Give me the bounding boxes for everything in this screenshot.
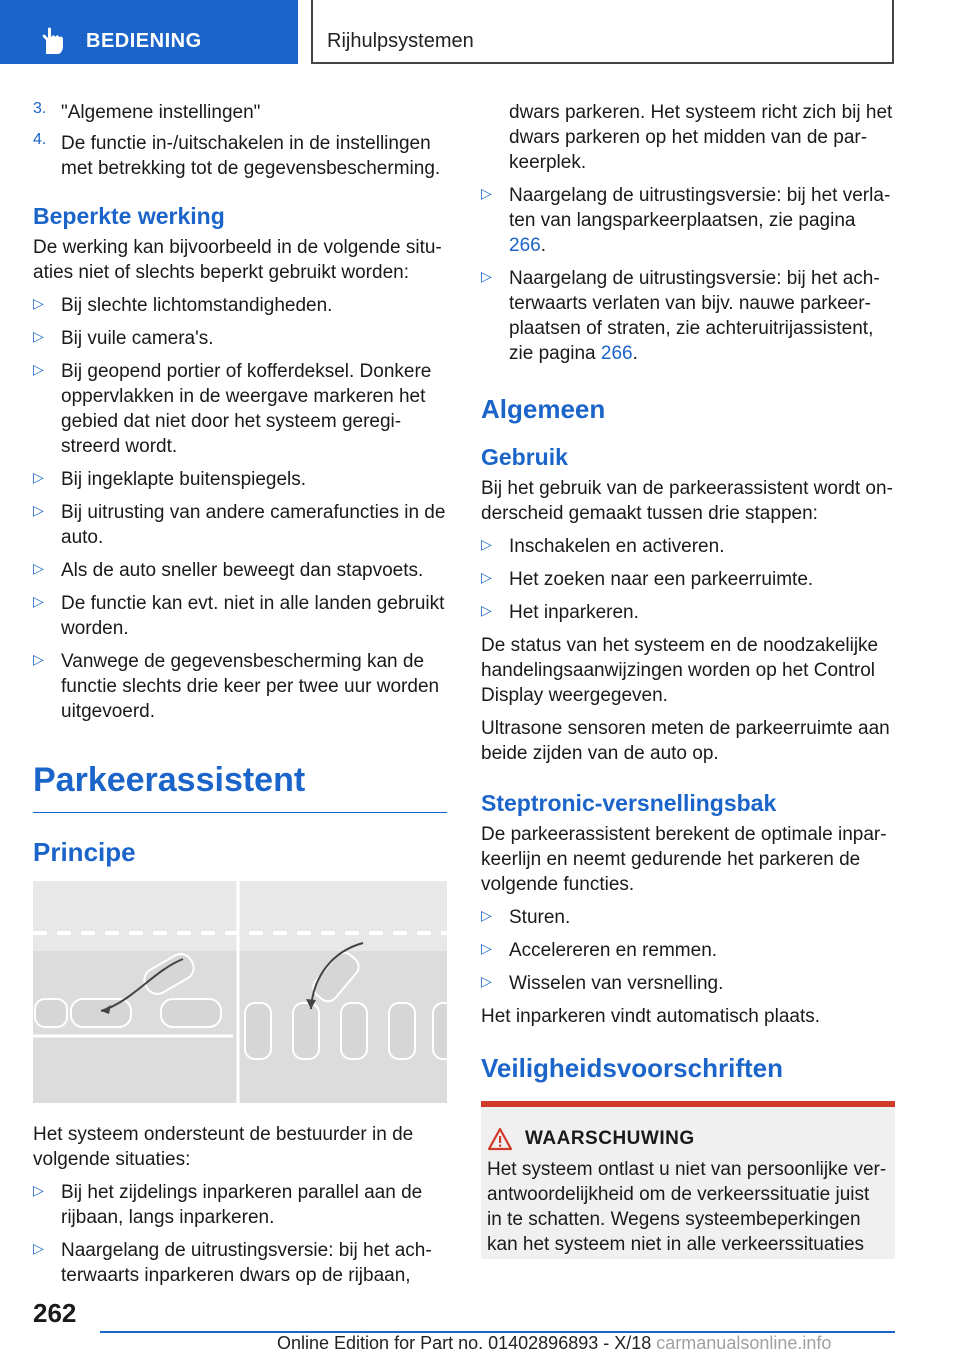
list-item-text: Het inparkeren. [509, 602, 639, 623]
triangle-right-icon: ▷ [33, 295, 44, 311]
list-item-text: Bij ingeklapte buitenspiegels. [61, 469, 307, 490]
list-item-text: Bij slechte lichtomstandigheden. [61, 295, 333, 316]
list-item [481, 600, 895, 625]
item-text: De functie in-/uitschakelen in de instellingen met betrekking tot de gegevensbescherming. [61, 133, 441, 179]
numbered-item [33, 100, 447, 125]
list-item [481, 905, 895, 930]
triangle-right-icon: ▷ [481, 185, 492, 201]
parking-illustration [33, 881, 447, 1103]
triangle-right-icon: ▷ [33, 651, 44, 667]
list-item-text: Naargelang de uitrustingsversie: bij het achterwaarts inparkeren dwars op de rijbaan, [61, 1240, 432, 1286]
hand-icon [38, 26, 68, 56]
list-item-continued [481, 100, 895, 175]
triangle-right-icon: ▷ [481, 536, 492, 552]
watermark-text: carmanualsonline.info [656, 1333, 832, 1353]
numbered-item [33, 131, 447, 181]
triangle-right-icon: ▷ [33, 1182, 44, 1198]
list-item-text: dwars parkeren. Het systeem richt zich bij het dwars parkeren op het midden van de parkeerplek. [509, 102, 893, 173]
beperkte-heading: Beperkte werking [33, 203, 225, 229]
list-item [481, 534, 895, 559]
triangle-right-icon: ▷ [481, 569, 492, 585]
principe-heading: Principe [33, 837, 136, 867]
list-item [33, 359, 447, 459]
list-item [33, 326, 447, 351]
triangle-right-icon: ▷ [33, 593, 44, 609]
triangle-right-icon: ▷ [481, 973, 492, 989]
page-number: 262 [33, 1298, 77, 1328]
edition-text: Online Edition for Part no. 01402896893 - X/18 [277, 1333, 652, 1353]
list-item-text: Bij het zijdelings inparkeren parallel aan de rijbaan, langs inparkeren. [61, 1182, 423, 1228]
list-item-text: Naargelang de uitrustingsversie: bij het verlaten van langsparkeerplaatsen, zie pagina 266. [509, 185, 891, 256]
item-number: 3. [33, 100, 47, 117]
list-item [33, 1180, 447, 1230]
section-tab [0, 0, 298, 64]
list-item [33, 591, 447, 641]
list-item-text: Inschakelen en activeren. [509, 536, 725, 557]
steptronic-heading: Steptronic-versnellingsbak [481, 790, 777, 816]
beperkte-intro: De werking kan bijvoorbeeld in de volgende situaties niet of slechts beperkt gebruikt worden: [33, 237, 442, 283]
page-link[interactable]: 266 [600, 343, 633, 364]
list-item [33, 558, 447, 583]
left-column [33, 100, 447, 1296]
list-item-text: Wisselen van versnelling. [509, 973, 724, 994]
list-item [481, 971, 895, 996]
gebruik-intro: Bij het gebruik van de parkeerassistent wordt onderscheid gemaakt tussen drie stappen: [481, 478, 893, 524]
list-item [33, 649, 447, 724]
list-item [481, 183, 895, 258]
list-item-text: De functie kan evt. niet in alle landen gebruikt worden. [61, 593, 445, 639]
list-item-text: Bij uitrusting van andere camerafuncties in de auto. [61, 502, 446, 548]
triangle-right-icon: ▷ [33, 1240, 44, 1256]
list-item [33, 500, 447, 550]
item-text: "Algemene instellingen" [61, 102, 261, 123]
list-item-text: Bij vuile camera's. [61, 328, 214, 349]
warning-triangle-icon [487, 1127, 513, 1151]
list-item [33, 293, 447, 318]
triangle-right-icon: ▷ [481, 907, 492, 923]
warning-header [487, 1127, 889, 1151]
item-number: 4. [33, 131, 47, 148]
triangle-right-icon: ▷ [481, 940, 492, 956]
chapter-title: Rijhulpsystemen [327, 30, 474, 52]
section-title: BEDIENING [86, 30, 202, 52]
warning-label: WAARSCHUWING [525, 1128, 695, 1149]
principe-intro: Het systeem ondersteunt de bestuurder in de volgende situaties: [33, 1124, 414, 1170]
triangle-right-icon: ▷ [481, 602, 492, 618]
chapter-header [311, 0, 894, 64]
right-column [481, 100, 895, 1259]
steptronic-paragraph: Het inparkeren vindt automatisch plaats. [481, 1006, 821, 1027]
steptronic-intro: De parkeerassistent berekent de optimale inparkeerlijn en neemt gedurende het parkeren de volgende functies. [481, 824, 887, 895]
veiligheid-heading: Veiligheidsvoorschriften [481, 1053, 783, 1083]
gebruik-heading: Gebruik [481, 444, 568, 470]
algemeen-heading: Algemeen [481, 394, 606, 424]
list-item-text: Vanwege de gegevensbescherming kan de functie slechts drie keer per twee uur worden uitgevoerd. [61, 651, 440, 722]
page-link[interactable]: 266 [509, 235, 541, 256]
gebruik-paragraph: Ultrasone sensoren meten de parkeerruimte aan beide zijden van de auto op. [481, 718, 890, 764]
triangle-right-icon: ▷ [33, 328, 44, 344]
footer-edition [277, 1333, 831, 1354]
list-item [481, 266, 895, 366]
list-item [481, 938, 895, 963]
triangle-right-icon: ▷ [481, 268, 492, 284]
list-item-text: Sturen. [509, 907, 571, 928]
list-item-text: Bij geopend portier of kofferdeksel. Donkere oppervlakken in de weergave markeren het gebied dat niet door het systeem geregistreerd wordt. [61, 361, 432, 457]
list-item-text: Naargelang de uitrustingsversie: bij het achterwaarts verlaten van bijv. nauwe parkeerplaatsen of straten, zie achteruitrijassistent, zie pagina 266. [509, 268, 880, 364]
list-item [33, 467, 447, 492]
list-item-text: Het zoeken naar een parkeerruimte. [509, 569, 814, 590]
list-item [481, 567, 895, 592]
triangle-right-icon: ▷ [33, 361, 44, 377]
triangle-right-icon: ▷ [33, 560, 44, 576]
triangle-right-icon: ▷ [33, 469, 44, 485]
main-heading: Parkeerassistent [33, 761, 306, 799]
list-item-text: Accelereren en remmen. [509, 940, 718, 961]
warning-box [481, 1101, 895, 1259]
triangle-right-icon: ▷ [33, 502, 44, 518]
gebruik-paragraph: De status van het systeem en de noodzakelijke handelingsaanwijzingen worden op het Control Display weergegeven. [481, 635, 879, 706]
list-item [33, 1238, 447, 1288]
warning-text: Het systeem ontlast u niet van persoonlijke verantwoordelijkheid om de verkeerssituatie juist in te schatten. Wegens systeembeperkingen kan het systeem niet in alle verkeerssituaties [487, 1159, 887, 1255]
list-item-text: Als de auto sneller beweegt dan stapvoets. [61, 560, 424, 581]
